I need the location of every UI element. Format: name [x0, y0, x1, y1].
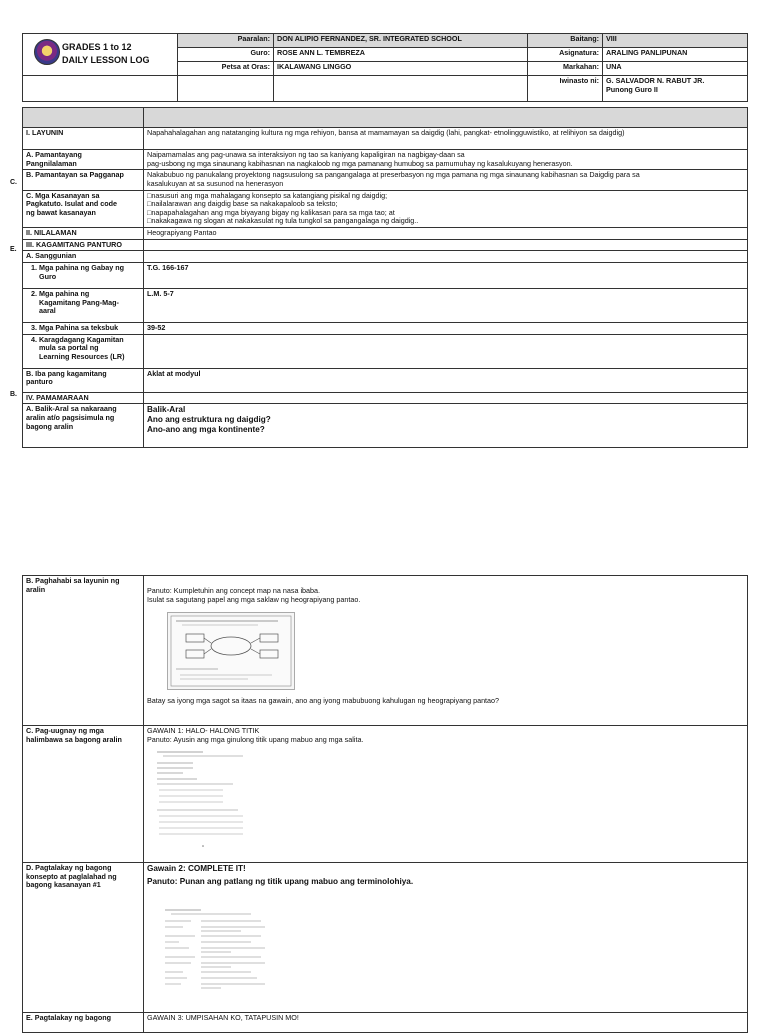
baitang-value: VIII — [603, 34, 748, 48]
gawain-title: Gawain 2: COMPLETE IT! — [147, 864, 246, 873]
blank-cell — [144, 239, 748, 251]
guro-value: ROSE ANN L. TEMBREZA — [274, 48, 528, 62]
kagamitang-mag-aaral-text: L.M. 5-7 — [144, 289, 748, 323]
iba-pang-text: Aklat at modyul — [144, 368, 748, 392]
guro-label: Guro: — [178, 48, 274, 62]
blank-header-cell — [144, 108, 748, 128]
pagganap-text: Nakabubuo ng panukalang proyektong nagsusulong sa pangangalaga at preserbasyon ng mga pamana ng mga sinaunang kabihasnan sa Daigdig para sa kasalukuyan at sa susunod na henerasyon — [144, 170, 748, 190]
paaralan-value: DON ALIPIO FERNANDEZ, SR. INTEGRATED SCHOOL — [274, 34, 528, 48]
side-mark-e: E. — [10, 246, 17, 253]
gabay-text: T.G. 166-167 — [144, 263, 748, 289]
panuto-text: Panuto: Ayusin ang mga ginulong titik upang mabuo ang mga salita. — [147, 734, 364, 744]
side-mark-b: B. — [10, 391, 17, 398]
pamamaraan-label: IV. PAMAMARAAN — [23, 392, 144, 404]
blank-cell — [178, 76, 274, 102]
pagtalakay2-content: GAWAIN 3: UMPISAHAN KO, TATAPUSIN MO! — [144, 1013, 748, 1033]
balik-aral-label: A. Balik-Aral sa nakaraang aralin at/o pagsisimula ng bagong aralin — [23, 404, 144, 448]
paghahabi-label: B. Paghahabi sa layunin ng aralin — [23, 576, 144, 726]
worksheet-lines — [153, 748, 253, 850]
list-item: □napapahalagahan ang mga biyayang bigay ng kalikasan para sa mga tao; at — [147, 207, 395, 217]
balik-aral-text: Balik-Aral Ano ang estruktura ng daigdig? Ano-ano ang mga kontinente? — [144, 404, 748, 448]
gabay-label: 1. Mga pahina ng Gabay ng Guro — [23, 263, 144, 289]
pagtalakay1-label: D. Pagtalakay ng bagong konsepto at paglalahad ng bagong kasanayan #1 — [23, 863, 144, 1013]
markahan-value: UNA — [603, 62, 748, 76]
kasanayan-label: C. Mga Kasanayan sa Pagkatuto. Isulat and code ng bawat kasanayan — [23, 190, 144, 228]
kagamitang-label: III. KAGAMITANG PANTURO — [23, 239, 144, 251]
worksheet-image — [153, 748, 253, 850]
list-item: □nakakagawa ng slogan at nakakasulat ng tula tungkol sa pangangalaga ng daigdig.. — [147, 216, 419, 226]
asignatura-value: ARALING PANLIPUNAN — [603, 48, 748, 62]
paaralan-label: Paaralan: — [178, 34, 274, 48]
pagtalakay1-content — [144, 863, 748, 1013]
nilalaman-text: Heograpiyang Pantao — [144, 228, 748, 240]
isulat-text: Isulat sa sagutang papel ang mga saklaw ng heograpiyang pantao. — [147, 594, 361, 604]
worksheet-lines — [161, 907, 271, 995]
panuto-text: Panuto: Punan ang patlang ng titik upang mabuo ang terminolohiya. — [147, 876, 414, 886]
petsa-value: IKALAWANG LINGGO — [274, 62, 528, 76]
markahan-label: Markahan: — [528, 62, 603, 76]
gawain-title: GAWAIN 1: HALO- HALONG TITIK — [147, 726, 260, 735]
blank-cell — [144, 392, 748, 404]
form-title: GRADES 1 to 12 DAILY LESSON LOG — [62, 42, 150, 65]
concept-map-image — [167, 612, 295, 690]
iwinasto-label: Iwinasto ni: — [528, 76, 603, 102]
blank-cell — [23, 76, 178, 102]
panuto-text: Panuto: Kumpletuhin ang concept map na nasa ibaba. — [147, 586, 321, 595]
pag-uugnay-content — [144, 726, 748, 863]
side-mark-c: C. — [10, 179, 17, 186]
dll-table-page1 — [22, 107, 748, 448]
concept-map-diagram — [168, 613, 294, 689]
pagganap-label: B. Pamantayan sa Pagganap — [23, 170, 144, 190]
worksheet-image — [161, 907, 271, 995]
karagdagang-label: 4. Karagdagang Kagamitan mula sa portal ng Learning Resources (LR) — [23, 334, 144, 368]
paghahabi-content — [144, 576, 748, 726]
pamantayang-label: A. Pamantayang Pangnilalaman — [23, 150, 144, 170]
dll-table-page2 — [22, 575, 748, 1033]
nilalaman-label: II. NILALAMAN — [23, 228, 144, 240]
pamantayang-text: Naipamamalas ang pag-unawa sa interaksiyon ng tao sa kaniyang kapaligiran na nagbigay-daan sa pag-usbong ng mga sinaunang kabihasnan na nagkaloob ng mga pamanang humubog sa pamumuhay ng kasalukuyang henerasyon. — [144, 150, 748, 170]
teksbuk-text: 39-52 — [144, 323, 748, 335]
kagamitang-mag-aaral-label: 2. Mga pahina ng Kagamitang Pang-Mag- aaral — [23, 289, 144, 323]
layunin-text: Napahahalagahan ang natatanging kultura ng mga rehiyon, bansa at mamamayan sa daigdig (lahi, pangkat- etnolingguwistiko, at relihiyon sa daigdig) — [144, 128, 748, 150]
pag-uugnay-label: C. Pag-uugnay ng mga halimbawa sa bagong aralin — [23, 726, 144, 863]
list-item: □nasusuri ang mga mahalagang konsepto sa katangiang pisikal ng daigdig; — [147, 190, 388, 200]
karagdagang-text — [144, 334, 748, 368]
iba-pang-label: B. Iba pang kagamitang panturo — [23, 368, 144, 392]
header-table — [22, 33, 748, 102]
iwinasto-value: G. SALVADOR N. RABUT JR. Punong Guro II — [603, 76, 748, 102]
kasanayan-list — [144, 190, 748, 228]
petsa-label: Petsa at Oras: — [178, 62, 274, 76]
baitang-label: Baitang: — [528, 34, 603, 48]
pagtalakay2-label: E. Pagtalakay ng bagong — [23, 1013, 144, 1033]
list-item: □nailalarawan ang daigdig base sa nakakapaloob sa teksto; — [147, 199, 338, 209]
logo-cell — [23, 34, 178, 76]
sanggunian-label: A. Sanggunian — [23, 251, 144, 263]
asignatura-label: Asignatura: — [528, 48, 603, 62]
teksbuk-label: 3. Mga Pahina sa teksbuk — [23, 323, 144, 335]
layunin-label: I. LAYUNIN — [23, 128, 144, 150]
blank-header-cell — [23, 108, 144, 128]
blank-cell — [144, 251, 748, 263]
batay-text: Batay sa iyong mga sagot sa itaas na gawain, ano ang iyong mabubuong kahulugan ng heograpiyang pantao? — [147, 696, 500, 706]
blank-cell — [274, 76, 528, 102]
